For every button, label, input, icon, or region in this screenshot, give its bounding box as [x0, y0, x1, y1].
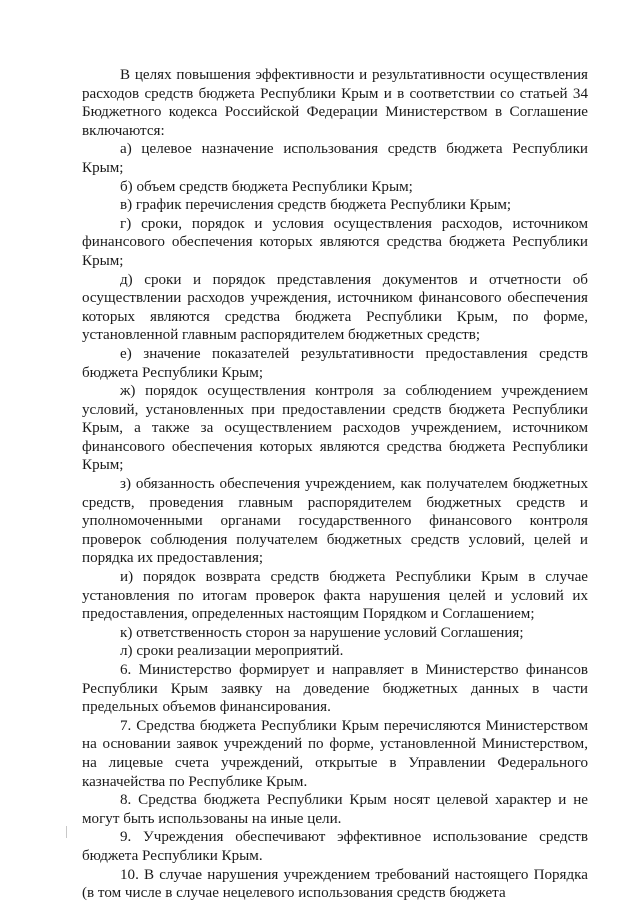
margin-mark: [66, 826, 67, 838]
clause-7: 7. Средства бюджета Республики Крым перечисляются Министерством на основании заявок учреждений по форме, установленной Министерством, на лицевые счета учреждений, открытые в Управлении Федерального казначейства по Республике Крым.: [82, 717, 588, 790]
clause-8: 8. Средства бюджета Республики Крым носят целевой характер и не могут быть использованы на иные цели.: [82, 792, 588, 827]
list-item-zh: ж) порядок осуществления контроля за соблюдением учреждением условий, установленных при предоставлении средств бюджета Республики Крым, а также за осуществлением расходов учреждением, источником финансового обеспечения которых являются средства бюджета Республики Крым;: [82, 383, 588, 474]
list-item-b: б) объем средств бюджета Республики Крым;: [120, 178, 413, 195]
intro-paragraph: В целях повышения эффективности и результативности осуществления расходов средств бюджета Республики Крым и в соответствии со статьей 34 Бюджетного кодекса Российской Федерации Министерством в Соглашение включаются:: [82, 67, 588, 139]
clause-10: 10. В случае нарушения учреждением требований настоящего Порядка (в том числе в случае нецелевого использования средств бюджета: [82, 866, 588, 902]
list-item-z: з) обязанность обеспечения учреждением, как получателем бюджетных средств, проведения главным распорядителем бюджетных средств и уполномоченными органами государственного финансового контроля проверок соблюдения получателем бюджетных средств условий, целей и порядка их предоставления;: [82, 476, 588, 567]
list-item-v: в) график перечисления средств бюджета Республики Крым;: [120, 197, 512, 214]
list-item-l: л) сроки реализации мероприятий.: [120, 643, 344, 660]
list-item-k: к) ответственность сторон за нарушение условий Соглашения;: [120, 624, 524, 641]
document-page: [82, 66, 588, 903]
list-item-a: а) целевое назначение использования средств бюджета Республики Крым;: [82, 141, 588, 176]
list-item-e: е) значение показателей результативности предоставления средств бюджета Республики Крым;: [82, 345, 588, 381]
clause-6: 6. Министерство формирует и направляет в Министерство финансов Республики Крым заявку на доведение бюджетных данных в части предельных объемов финансирования.: [82, 662, 588, 716]
list-item-d: д) сроки и порядок представления документов и отчетности об осуществлении расходов учреждения, источником финансового обеспечения которых являются средства бюджета Республики Крым, по форме, установленной главным распорядителем бюджетных средств;: [82, 271, 588, 344]
clause-9: 9. Учреждения обеспечивают эффективное использование средств бюджета Республики Крым.: [82, 829, 588, 864]
list-item-g: г) сроки, порядок и условия осуществления расходов, источником финансового обеспечения которых являются средства бюджета Республики Крым;: [82, 215, 588, 269]
list-item-i: и) порядок возврата средств бюджета Республики Крым в случае установления по итогам проверок факта нарушения целей и условий их предоставления, определенных настоящим Порядком и Соглашением;: [82, 569, 588, 623]
